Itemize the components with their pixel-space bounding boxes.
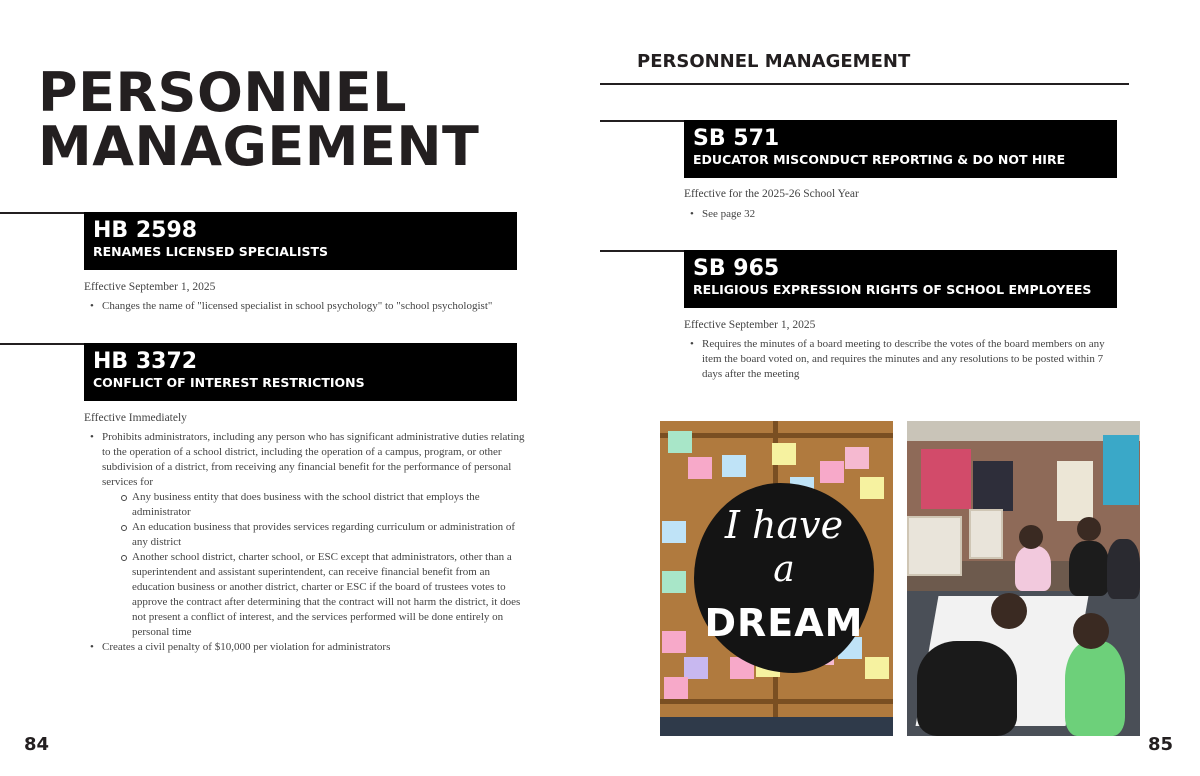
- sticky-note: [722, 455, 746, 477]
- effective-date: Effective Immediately: [84, 412, 187, 424]
- bill-rule: [0, 212, 84, 214]
- list-item: • See page 32: [684, 207, 1114, 222]
- sticky-note: [664, 677, 688, 699]
- page-number-left: 84: [24, 734, 50, 755]
- sticky-note: [684, 657, 708, 679]
- effective-date: Effective September 1, 2025: [84, 281, 216, 293]
- bulletin-board: [1103, 435, 1139, 505]
- shelf: [907, 516, 962, 576]
- bill-points: [84, 430, 529, 655]
- shelf: [969, 509, 1003, 559]
- photo-classroom: [907, 421, 1140, 736]
- student: [917, 641, 1017, 736]
- bill-points: [84, 299, 524, 314]
- bill-header-sb965: [684, 250, 1117, 308]
- list-item: [84, 430, 529, 640]
- sticky-note: [662, 571, 686, 593]
- bill-rule: [600, 120, 684, 122]
- list-item: • Creates a civil penalty of $10,000 per violation for administrators: [84, 640, 529, 655]
- sticky-note: [860, 477, 884, 499]
- bill-header-hb3372: [84, 343, 517, 401]
- bulletin-board: [921, 449, 971, 509]
- bill-header-sb571: [684, 120, 1117, 178]
- page-title: [38, 61, 480, 178]
- dream-sign-board: [694, 483, 874, 673]
- sticky-note: [845, 447, 869, 469]
- bill-points: [684, 337, 1116, 382]
- sticky-note: [772, 443, 796, 465]
- student-head: [1019, 525, 1043, 549]
- student-head: [991, 593, 1027, 629]
- list-item: • Changes the name of "licensed specialist in school psychology" to "school psychologist": [84, 299, 524, 314]
- page-number-right: 85: [1148, 734, 1174, 755]
- bill-title: CONFLICT OF INTEREST RESTRICTIONS: [93, 375, 365, 390]
- page-title-line-2: MANAGEMENT: [38, 115, 480, 178]
- student: [1069, 541, 1109, 596]
- bill-points: [684, 207, 1114, 222]
- section-header: PERSONNEL MANAGEMENT: [637, 51, 911, 72]
- bill-number: SB 571: [693, 126, 780, 151]
- floor-carpet: [660, 717, 893, 736]
- bulletin-board: [973, 461, 1013, 511]
- sticky-note: [688, 457, 712, 479]
- list-item-text: Prohibits administrators, including any person who has significant administrative duties relating to the operation of a school district, including the operation of a campus, program, or other subdivision of a district, from receiving any financial benefit for the performance of personal services for: [102, 431, 525, 488]
- bill-number: SB 965: [693, 256, 780, 281]
- photo-dream-sign: [660, 421, 893, 736]
- bill-rule: [0, 343, 84, 345]
- bill-number: HB 3372: [93, 349, 198, 374]
- bill-rule: [600, 250, 684, 252]
- student: [1015, 546, 1051, 591]
- cabinet-trim: [660, 699, 893, 704]
- student: [1107, 539, 1140, 599]
- sticky-note: [668, 431, 692, 453]
- bill-title: RELIGIOUS EXPRESSION RIGHTS OF SCHOOL EMPLOYEES: [693, 282, 1092, 297]
- effective-date: Effective for the 2025-26 School Year: [684, 188, 859, 200]
- effective-date: Effective September 1, 2025: [684, 319, 816, 331]
- sticky-note: [662, 631, 686, 653]
- bill-title: RENAMES LICENSED SPECIALISTS: [93, 244, 329, 259]
- header-rule: [600, 83, 1129, 85]
- sub-list: [102, 490, 529, 640]
- sub-list-item: Another school district, charter school, or ESC except that administrators, other than a superintendent and assistant superintendent, can receive financial benefit from an education business or another district, charter or ESC if the board of trustees votes to approve the contract after determining that the contract will not harm the district, it does not present a conflict of interest, and the services performed will be done entirely on personal time: [102, 550, 529, 640]
- sub-list-item: Any business entity that does business with the school district that employs the administrator: [102, 490, 529, 520]
- sign-text-line-2: a: [773, 549, 795, 590]
- student: [1065, 641, 1125, 736]
- bill-header-hb2598: [84, 212, 517, 270]
- sticky-note: [662, 521, 686, 543]
- doorway: [1057, 461, 1093, 521]
- sign-text-line-3: DREAM: [704, 601, 864, 645]
- sticky-note: [865, 657, 889, 679]
- sticky-note: [820, 461, 844, 483]
- student-head: [1077, 517, 1101, 541]
- student-head: [1073, 613, 1109, 649]
- bill-number: HB 2598: [93, 218, 198, 243]
- sub-list-item: An education business that provides services regarding curriculum or administration of any district: [102, 520, 529, 550]
- sign-text-line-1: I have: [724, 503, 844, 547]
- page-title-line-1: PERSONNEL: [38, 61, 408, 124]
- bill-title: EDUCATOR MISCONDUCT REPORTING & DO NOT HIRE: [693, 152, 1066, 167]
- list-item: • Requires the minutes of a board meeting to describe the votes of the board members on any item the board voted on, and requires the minutes and any resolutions to be posted within 7 days after the meeting: [684, 337, 1116, 382]
